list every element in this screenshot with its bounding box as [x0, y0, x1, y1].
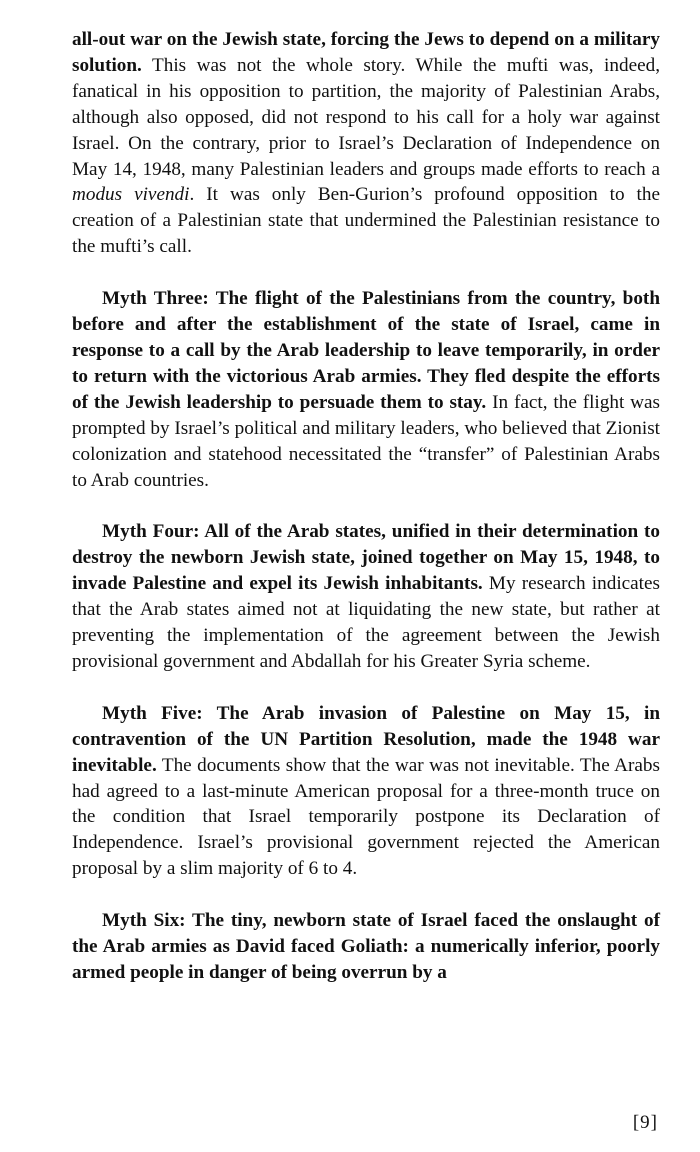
paragraph-myth-five: [72, 701, 660, 882]
paragraph-lead: Myth Three: The flight of the Palestinians from the country, both before and after the establishment of the state of Israel, came in response to a call by the Arab leadership to leave temporarily, in order to return with the victorious Arab armies. They fled despite the efforts of the Jewish leadership to persuade them to stay.: [72, 288, 660, 413]
paragraph-text: The documents show that the war was not inevitable. The Arabs had agreed to a last-minute American proposal for a three-month truce on the condition that Israel temporarily postpone its Declaration of Independence. Israel’s provisional government rejected the American proposal by a slim majority of 6 to 4.: [72, 754, 660, 880]
paragraph-myth-two-continuation: [72, 27, 660, 260]
paragraph-italic-term: modus vivendi: [72, 184, 190, 206]
paragraph-text: My research indicates that the Arab states aimed not at liquidating the new state, but rather at preventing the implementation of the agreement between the Jewish provisional government and Abdallah for his Greater Syria scheme.: [72, 573, 660, 672]
page-number: [9]: [632, 1112, 658, 1133]
paragraph-text: This was not the whole story. While the mufti was, indeed, fanatical in his opposition to partition, the majority of Palestinian Arabs, although also opposed, did not respond to his call for a holy war against Israel. On the contrary, prior to Israel’s Declaration of Independence on May 14, 1948, many Palestinian leaders and groups made efforts to reach a: [72, 54, 660, 180]
paragraph-myth-three: [72, 286, 660, 493]
document-page: [72, 27, 660, 1012]
paragraph-myth-four: [72, 519, 660, 674]
paragraph-lead: Myth Six: The tiny, newborn state of Israel faced the onslaught of the Arab armies as David faced Goliath: a numerically inferior, poorly armed people in danger of being overrun by a: [72, 910, 660, 983]
paragraph-text-end: . It was only Ben-Gurion’s profound opposition to the creation of a Palestinian state that undermined the Palestinian resistance to the mufti’s call.: [72, 184, 660, 258]
paragraph-myth-six: [72, 908, 660, 986]
paragraph-lead: Myth Five: The Arab invasion of Palestine on May 15, in contravention of the UN Partition Resolution, made the 1948 war inevitable.: [72, 702, 660, 776]
paragraph-lead: Myth Four: All of the Arab states, unified in their determination to destroy the newborn Jewish state, joined together on May 15, 1948, to invade Palestine and expel its Jewish inhabitants.: [72, 521, 660, 595]
paragraph-lead: all-out war on the Jewish state, forcing the Jews to depend on a military solution.: [72, 29, 660, 76]
paragraph-text: In fact, the flight was prompted by Israel’s political and military leaders, who believed that Zionist colonization and statehood necessitated the “transfer” of Palestinian Arabs to Arab countries.: [72, 391, 660, 491]
